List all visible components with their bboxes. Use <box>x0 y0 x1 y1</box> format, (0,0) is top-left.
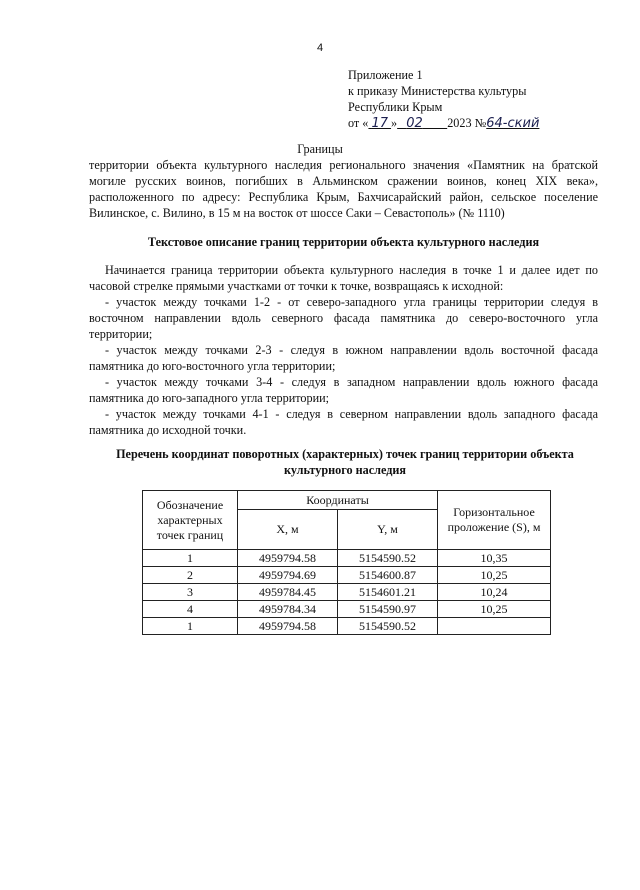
annex-line-1: Приложение 1 <box>348 68 423 82</box>
description-segment-3-4: - участок между точками 3-4 - следуя в западном направлении вдоль южного фасада памятника до юго-западного угла территории; <box>89 375 598 405</box>
description-segment-4-1: - участок между точками 4-1 - следуя в северном направлении вдоль западного фасада памятника до исходной точки. <box>89 407 598 437</box>
order-number-field <box>486 116 539 130</box>
header-x: X, м <box>238 510 338 550</box>
page-heading: Границы <box>297 142 343 156</box>
annex-date-line <box>348 115 539 132</box>
date-day-field <box>368 116 391 130</box>
header-point: Обозначение характерных точек границ <box>143 491 238 550</box>
cell-point: 4 <box>143 601 238 618</box>
cell-s: 10,35 <box>438 550 551 567</box>
cell-point: 2 <box>143 567 238 584</box>
cell-s <box>438 618 551 635</box>
cell-y: 5154590.52 <box>338 618 438 635</box>
coordinates-table <box>142 490 551 635</box>
table-row <box>143 618 551 635</box>
description-segment-1-2: - участок между точками 1-2 - от северо-западного угла границы территории следуя в восточном направлении вдоль северного фасада памятника до северо-восточного угла территории; <box>89 295 598 341</box>
section-title-coordinates: Перечень координат поворотных (характерных) точек границ территории объекта культурного наследия <box>116 447 574 477</box>
cell-x: 4959794.58 <box>238 618 338 635</box>
date-month: 02 <box>406 116 423 131</box>
cell-y: 5154590.97 <box>338 601 438 618</box>
date-month-field <box>397 116 447 130</box>
boundary-description <box>89 262 598 438</box>
date-prefix: от « <box>348 116 369 130</box>
annex-block <box>348 67 539 132</box>
table-row <box>143 567 551 584</box>
cell-point: 1 <box>143 618 238 635</box>
date-mid: » <box>391 116 398 130</box>
cell-x: 4959784.34 <box>238 601 338 618</box>
date-day: 17 <box>371 116 388 131</box>
header-coordinates: Координаты <box>238 491 438 510</box>
cell-x: 4959784.45 <box>238 584 338 601</box>
annex-line-2: к приказу Министерства культуры <box>348 84 527 98</box>
description-segment-2-3: - участок между точками 2-3 - следуя в южном направлении вдоль восточной фасада памятника до юго-восточного угла территории; <box>89 343 598 373</box>
date-year: 2023 № <box>447 116 487 130</box>
annex-line-3: Республики Крым <box>348 100 443 114</box>
cell-point: 3 <box>143 584 238 601</box>
order-number: 64-ский <box>486 116 540 131</box>
cell-s: 10,25 <box>438 567 551 584</box>
object-title-paragraph: территории объекта культурного наследия регионального значения «Памятник на братской могиле русских воинов, погибших в Альминском сражении воинов, конец XIX века», расположенного по адресу: Республика Крым, Бахчисарайский район, сельское поселение Вилинское, с. Вилино, в 15 м на восток от шоссе Саки – Севастополь» (№ 1110) <box>89 158 598 220</box>
cell-y: 5154601.21 <box>338 584 438 601</box>
table-row <box>143 550 551 567</box>
section-title-description: Текстовое описание границ территории объекта культурного наследия <box>147 235 540 249</box>
description-intro: Начинается граница территории объекта культурного наследия в точке 1 и далее идет по часовой стрелке прямыми участками от точки к точке, возвращаясь к исходной: <box>89 263 598 293</box>
cell-x: 4959794.58 <box>238 550 338 567</box>
cell-y: 5154590.52 <box>338 550 438 567</box>
cell-point: 1 <box>143 550 238 567</box>
header-horizontal-distance: Горизонтальное проложение (S), м <box>438 491 551 550</box>
cell-s: 10,24 <box>438 584 551 601</box>
table-row <box>143 584 551 601</box>
cell-x: 4959794.69 <box>238 567 338 584</box>
header-y: Y, м <box>338 510 438 550</box>
cell-s: 10,25 <box>438 601 551 618</box>
cell-y: 5154600.87 <box>338 567 438 584</box>
page-number: 4 <box>316 42 324 54</box>
table-row <box>143 601 551 618</box>
